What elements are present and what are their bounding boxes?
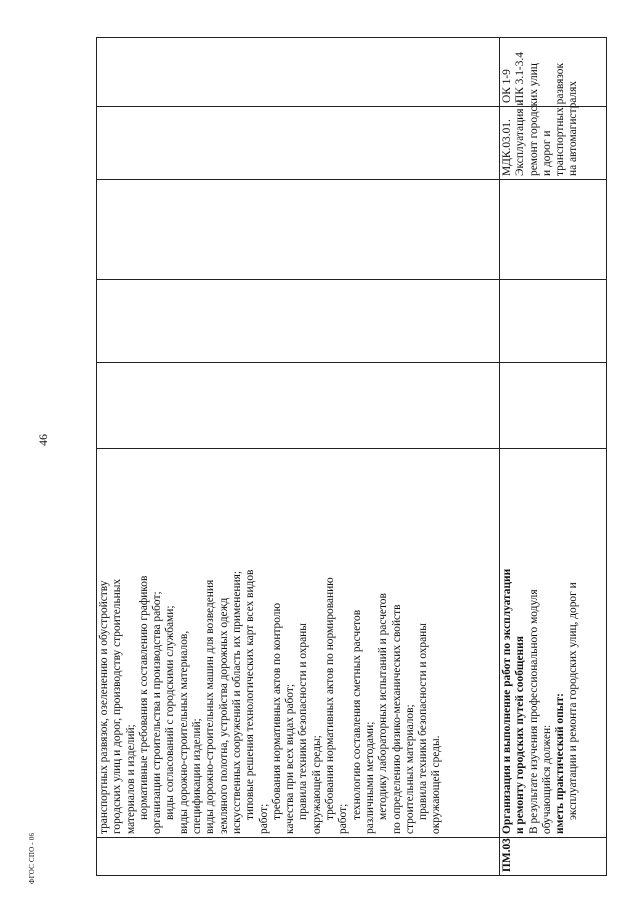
text-line: искусственных сооружений и область их применения; (230, 570, 243, 834)
page-number: 46 (36, 434, 50, 446)
text-line: виды дорожно-строительных материалов, (177, 630, 190, 834)
rotated-page (96, 38, 606, 876)
curriculum-table (96, 37, 607, 876)
text-line: качества при всех видах работ; (284, 684, 297, 834)
text-line: различными методами; (363, 721, 376, 834)
footer-code: ФГОС СПО - 06 (28, 832, 36, 884)
text-line: требования нормативных актов по контролю (270, 603, 283, 820)
mdk-cell (97, 107, 500, 180)
text-line: окружающей среды; (310, 735, 323, 834)
competency-cell (500, 38, 607, 107)
text-line: и дорог и (540, 130, 553, 176)
text-line: правила техники безопасности и охраны (417, 623, 430, 820)
text-line: правила техники безопасности и охраны (297, 623, 310, 820)
text-line: ремонт городских улиц (527, 63, 540, 176)
text-line: ПК 3.1-3.4 (514, 52, 527, 103)
description-cell (97, 449, 500, 838)
table-row (500, 38, 607, 876)
table-row (97, 38, 500, 876)
index-cell: ПМ.03 (500, 838, 607, 876)
text-line: Эксплуатация и (514, 99, 527, 176)
text-line: требования нормативных актов по нормированию (324, 577, 337, 820)
text-line: спецификации изделий; (191, 718, 204, 834)
text-line: окружающей среды. (430, 735, 443, 834)
text-line: городских улиц и дорог, производству строительных (111, 578, 124, 834)
text-line: транспортных развязок (554, 62, 567, 176)
text-line: материалов и изделий; (124, 724, 137, 834)
text-line: по определению физико-механических свойств (390, 604, 403, 834)
empty-cell (500, 363, 607, 449)
text-line: ОК 1-9 (501, 69, 513, 103)
text-line: организации строительства и производства работ; (151, 591, 164, 834)
competency-cell (97, 38, 500, 107)
text-line: земляного полотна, устройства дорожных одежд (217, 597, 230, 834)
text-line: виды согласований с городскими службами; (164, 605, 177, 820)
text-line: работ; (257, 803, 270, 834)
empty-cell (97, 180, 500, 280)
text-line: иметь практический опыт: (554, 693, 567, 834)
index-cell (97, 838, 500, 876)
empty-cell (500, 180, 607, 280)
text-line: транспортных развязок, озеленению и обустройству (98, 580, 110, 834)
text-line: методику лабораторных испытаний и расчетов (377, 593, 390, 820)
text-line: работ; (337, 803, 350, 834)
text-line: нормативные требования к составлению графиков (137, 575, 150, 820)
text-line: В результате изучения профессионального модуля (527, 589, 540, 834)
empty-cell (97, 363, 500, 449)
text-line: на автомагистралях (567, 80, 580, 176)
text-line: МДК.03.01. (501, 119, 513, 176)
text-line: виды дорожно-строительных машин для возведения (204, 579, 217, 834)
empty-cell (97, 280, 500, 363)
text-line: и ремонту городских путей сообщения (514, 636, 527, 834)
text-line: типовые решения технологических карт всех видов (244, 569, 257, 820)
empty-cell (500, 280, 607, 363)
text-line: обучающийся должен: (540, 724, 553, 834)
text-line: технологию составления сметных расчетов (350, 609, 363, 820)
text-line: строительных материалов; (403, 704, 416, 834)
text-line: эксплуатации и ремонта городских улиц, дорог и (567, 582, 580, 820)
text-line: Организация и выполнение работ по эксплуатации (501, 568, 513, 834)
description-cell (500, 449, 607, 838)
